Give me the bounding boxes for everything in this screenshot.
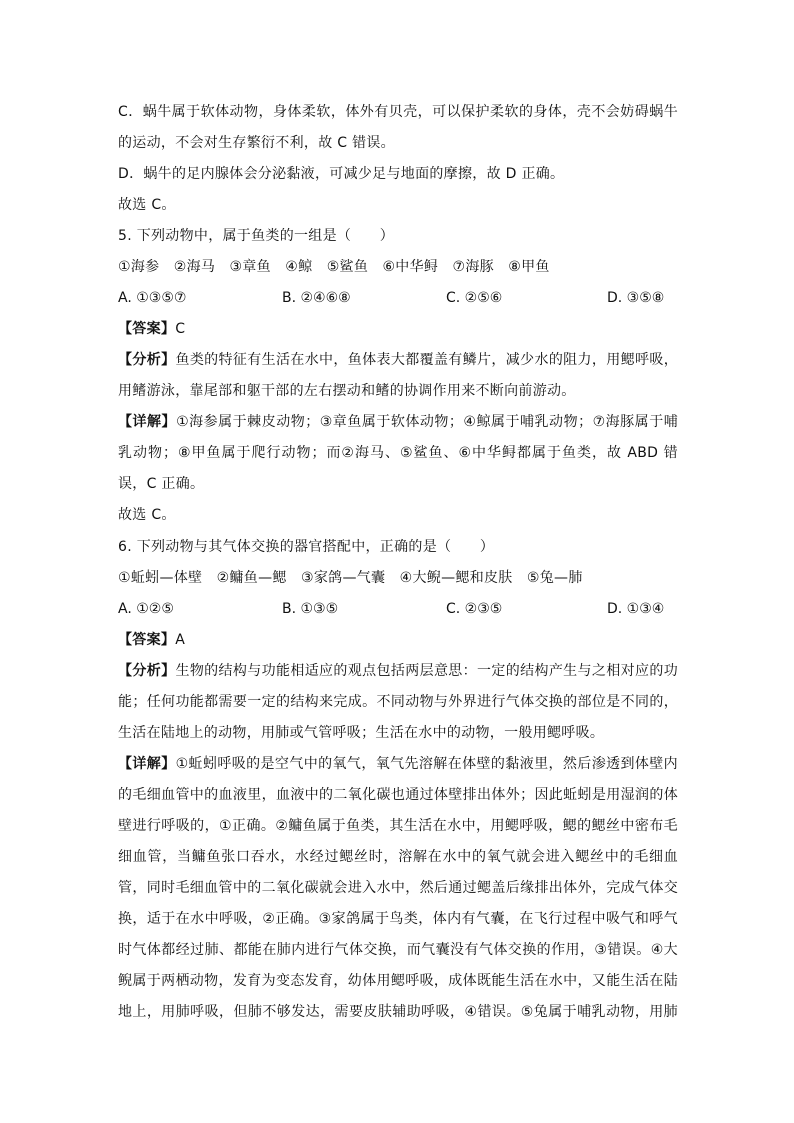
text-line: 的运动，不会对生存繁衍不利，故 C 错误。: [118, 135, 395, 151]
q5-option-c: C. ②⑤⑥: [446, 290, 503, 306]
text-line: D．蜗牛的足内腺体会分泌黏液，可减少足与地面的摩擦，故 D 正确。: [118, 166, 565, 182]
text-line: 能；任何功能都需要一定的结构来完成。不同动物与外界进行气体交换的部位是不同的，: [118, 694, 678, 710]
question-6-items: ①蚯蚓—体壁 ②鳙鱼—鳃 ③家鸽—气囊 ④大鲵—鳃和皮肤 ⑤兔—肺: [118, 570, 583, 586]
q6-option-d: D. ①③④: [607, 601, 665, 617]
q6-answer-value: A: [175, 632, 186, 648]
question-5-items: ①海参 ②海马 ③章鱼 ④鲸 ⑤鲨鱼 ⑥中华鲟 ⑦海豚 ⑧甲鱼: [118, 259, 550, 275]
text-line: 换，适于在水中呼吸，②正确。③家鸽属于鸟类，体内有气囊，在飞行过程中吸气和呼气: [118, 911, 678, 927]
text-line: 壁进行呼吸的，①正确。②鳙鱼属于鱼类，其生活在水中，用鳃呼吸，鳃的鳃丝中密布毛: [118, 818, 678, 834]
text-line: 细血管，当鳙鱼张口吞水，水经过鳃丝时，溶解在水中的氧气就会进入鳃丝中的毛细血: [118, 849, 678, 865]
text-line: 鲵属于两栖动物，发育为变态发育，幼体用鳃呼吸，成体既能生活在水中，又能生活在陆: [118, 973, 678, 989]
q6-option-a: A. ①②⑤: [118, 601, 174, 617]
answer-label: 【答案】: [118, 321, 176, 337]
q5-answer-line: [118, 319, 678, 339]
text-line: 故选 C。: [118, 507, 176, 523]
question-5-stem: 5. 下列动物中，属于鱼类的一组是（ ）: [118, 228, 395, 244]
text-line: 用鳍游泳，靠尾部和躯干部的左右摆动和鳍的协调作用来不断向前游动。: [118, 383, 576, 399]
q5-answer-value: C: [175, 321, 186, 337]
q5-detail-line: [118, 412, 678, 432]
q5-option-d: D. ③⑤⑧: [607, 290, 665, 306]
text-line: C．蜗牛属于软体动物，身体柔软，体外有贝壳，可以保护柔软的身体，壳不会妨碍蜗牛: [118, 104, 678, 120]
q6-option-b: B. ①③⑤: [282, 601, 339, 617]
text-line: 的毛细血管中的血液里，血液中的二氧化碳也通过体壁排出体外；因此蚯蚓是用湿润的体: [118, 787, 678, 803]
q6-analysis-text: 生物的结构与功能相适应的观点包括两层意思：一定的结构产生与之相对应的功: [175, 663, 679, 679]
text-line: 生活在陆地上的动物，用肺或气管呼吸；生活在水中的动物，一般用鳃呼吸。: [118, 725, 605, 741]
text-line: 乳动物；⑧甲鱼属于爬行动物；而②海马、⑤鲨鱼、⑥中华鲟都属于鱼类，故 ABD 错: [118, 445, 678, 461]
q5-analysis-line: [118, 350, 678, 370]
text-line: 地上，用肺呼吸，但肺不够发达，需要皮肤辅助呼吸，④错误。⑤兔属于哺乳动物，用肺: [118, 1004, 678, 1020]
text-line: 管，同时毛细血管中的二氧化碳就会进入水中，然后通过鳃盖后缘排出体外，完成气体交: [118, 880, 678, 896]
q6-analysis-line: [118, 661, 678, 681]
q6-detail-text: ①蚯蚓呼吸的是空气中的氧气，氧气先溶解在体壁的黏液里，然后渗透到体壁内: [175, 756, 678, 772]
q5-detail-text: ①海参属于棘皮动物；③章鱼属于软体动物；④鲸属于哺乳动物；⑦海豚属于哺: [176, 414, 679, 430]
q5-option-a: A. ①③⑤⑦: [118, 290, 187, 306]
text-line: 故选 C。: [118, 197, 176, 213]
analysis-label: 【分析】: [118, 663, 176, 679]
answer-label: 【答案】: [118, 632, 176, 648]
detail-label: 【详解】: [118, 756, 176, 772]
q6-detail-line: [118, 754, 678, 774]
text-line: 时气体都经过肺、都能在肺内进行气体交换，而气囊没有气体交换的作用，③错误。④大: [118, 942, 678, 958]
question-6-stem: 6. 下列动物与其气体交换的器官搭配中，正确的是（ ）: [118, 539, 495, 555]
analysis-label: 【分析】: [118, 352, 176, 368]
q5-option-b: B. ②④⑥⑧: [282, 290, 351, 306]
q6-answer-line: [118, 630, 678, 650]
detail-label: 【详解】: [118, 414, 177, 430]
q5-analysis-text: 鱼类的特征有生活在水中，鱼体表大都覆盖有鳞片，减少水的阻力，用鳃呼吸，: [175, 352, 679, 368]
text-line: 误，C 正确。: [118, 476, 205, 492]
q6-option-c: C. ②③⑤: [446, 601, 503, 617]
